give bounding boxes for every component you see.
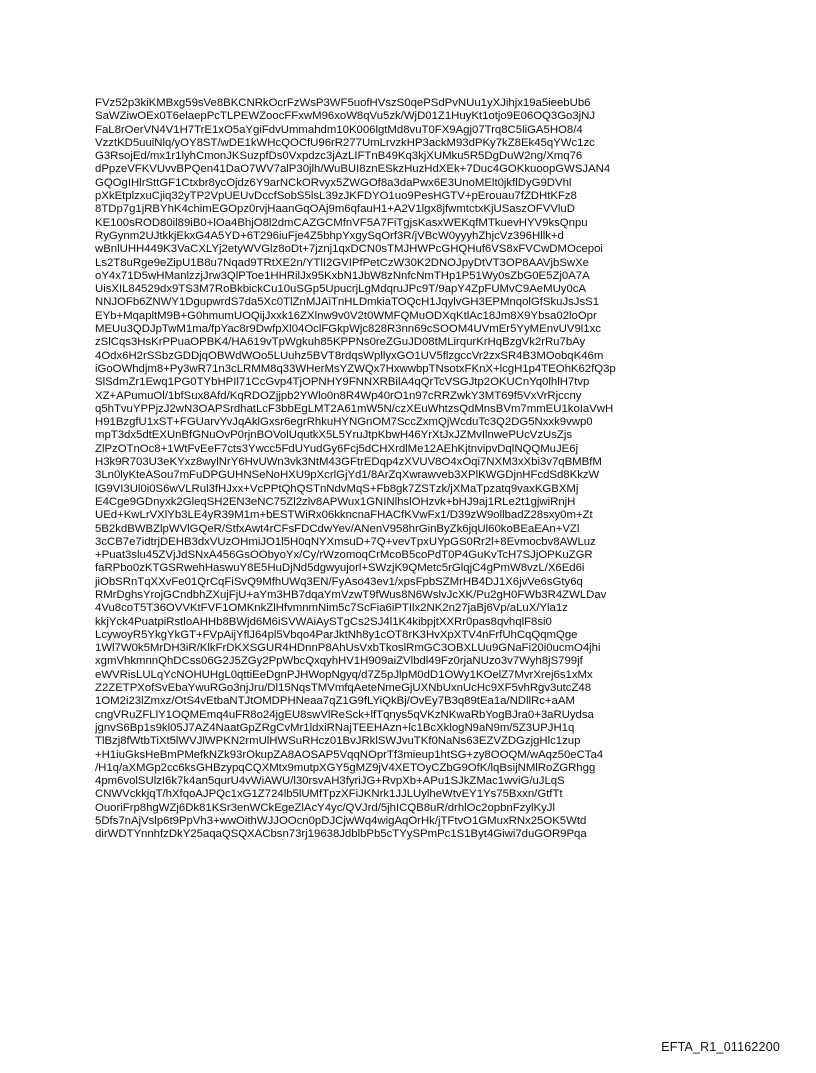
text-line: zSlCqs3HsKrPPuaOPBK4/HA619vTpWgkuh85KPPNs0reZGuJD08tMLirqurKrHqBzgVk2rRu7bAy [95, 336, 586, 349]
text-line: RMrDghsYrojGCndbhZXujFjU+aYm3HB7dqaYmVzwT9fWus8N6WslvJcXK/Pu2gH0FWb3R4ZWLDav [95, 588, 607, 601]
text-line: lG9VI3Ul0i0S6wVLRul3fHJxx+VcPPtQhQSTnNdvMqS+Fb8gk7ZSTzk/jXMaTpzatq9vaxKGBXMj [95, 482, 579, 495]
text-line: 3Ln0lyKteASou7mFuDPGUHNSeNoHXU9pXcrlGjYd1/8ArZqXwrawveb3XPlKWGDjnHFcdSd8KkzW [95, 469, 600, 482]
text-line: 5B2kdBWBZlpWVlGQeR/StfxAwt4rCFsFDCdwYev/ANenV958hrGinByZk6jqUl60koBEaEAn+VZl [95, 522, 580, 535]
text-line: SaWZiwOEx0T6elaepPcTLPEWZoocFFxwM96xoW8qVu5zk/WjD01Z1HuyKt1otjo9E06OQ3Go3jNJ [95, 110, 596, 123]
text-line: H3k9R703U3eKYxz8wylNrY6HvUWn3vk3NtM43GFtrEDqp4zXVUV8O4xOqi7NXM3xXbi3v7qBMBfM [95, 456, 602, 469]
text-line: 1Wl7W0k5MrDH3iR/KlkFrDKXSGUR4HDnnP8AhUsVxbTkoslRmGC3OBXLUu9GNaFi20i0ucmO4jhi [95, 642, 601, 655]
text-line: OuoriFrp8hgWZj6Dk81KSr3enWCkEgeZlAcY4yc/QVJrd/5jhICQB8uR/drhlOc2opbnFzylKyJl [95, 801, 555, 814]
text-line: wBnlUHH449K3VaCXLYj2etyWVGlz8oDt+7jznj1qxDCN0sTMJHWPcGHQHuf6VS8xFVCwDMOcepoi [95, 243, 603, 256]
text-line: FVz52p3kiKMBxg59sVe8BKCNRkOcrFzWsP3WF5uofHVszS0qePSdPvNUu1yXJihjx19a5ieebUb6 [95, 97, 591, 109]
text-line: GQOgIHlrSttGF1Ctxbr8ycOjdz6Y9arNCkORvyx5ZWGOf8a3daPwx6E3UnoMElt0jkflDyG9DVhl [95, 176, 572, 189]
text-line: /H1q/aXMGp2cc6ksGHBzypqCQXMtx9mutpXGY5gMZ9jV4XETOyCZbG9OfK/lqBsijNMlRoZGRhgg [95, 761, 596, 774]
text-line: 3cCB7e7idtrjDEHB3dxVUzOHmiJO1l5H0qNYXmsuD+7Q+vevTpxUYpGS0Rr2l+8Evmocbv8AWLuz [95, 535, 596, 548]
text-line: Ls2T8uRge9eZipU1B8u7Nqad9TRtXE2n/YTlI2GVIPfPetCzW30K2DNOJpyDtVT3OP8AAVjbSwXe [95, 256, 589, 269]
text-line: +Puat3slu45ZVjJdSNxA456GsOObyoYx/Cy/rWzomoqCrMcoB5coPdT0P4GuKvTcH7SJjOPKuZGR [95, 549, 593, 562]
document-body [95, 97, 735, 842]
text-line: TlBzj8fWtbTiXt5lWVJlWPKN2rmUlHWSuRHcz01BvJRklSWJvuTKf0NaNs63EZVZDGzjgHlc1zup [95, 735, 581, 748]
text-line: dPpzeVFKVUvvBPQen41DaO7WV7alP30jlh/WuBUI8znESkzHuzHdXEk+7Duc4GOKkuoopGWSJAN4 [95, 163, 611, 176]
text-line: 8TDp7g1jRBYhK4chimEGOpz0rvjHaanGqOAj9m6qfauH1+A2V1lgx8jfwmtctxKjUSaszOFVVluD [95, 203, 575, 216]
text-line: RyGynm2UJtkkjEkxG4A5YD+6T296iuFje4Z5bhpYxgySqOrf3R/jVBcW0yyyhZhjcVz396Hllk+d [95, 229, 564, 242]
text-line: q5hTvuYPPjzJ2wN3OAPSrdhatLcF3bbEgLMT2A61mW5N/czXEuWhtzsQdMnsBVm7mmEU1koIaVwH [95, 402, 614, 415]
text-line: KE100sROD80il89iB0+lOa4BhjO8l2dmCAZGCMfnVF5A7FiTgjsKasxWEKqfMTkuevHYV9ksQnpu [95, 216, 588, 229]
text-line: UEd+KwLrVXlYb3LE4yR39M1m+bESTWiRx06kkncnaFHACfKVwFx1/D39zW9ollbadZ28sxy0m+Zt [95, 509, 593, 522]
text-line: SlSdmZr1Ewq1PG0TYbHPIl71CcGvp4TjOPNHY9FNNXRBilA4qQrTcVSGJtp2OKUCnYq0lhlH7tvp [95, 376, 590, 389]
text-line: +H1iuGksHeBmPMefkNZk93rOkupZA8AOSAP5VqqNOprTf3mieup1htSG+zy8OOQM/wAqz50eCTa4 [95, 748, 604, 761]
text-line: E4Cge9GDnyxk2GleqSH2EN3eNC75Zl2zlv8APWux1GNINlhslOHzvk+bHJ9aj1RLe2t1gjwiRnjH [95, 495, 576, 508]
text-line: MEUu3QDJpTwM1ma/fpYac8r9DwfpXl04OclFGkpWjc828R3nn69cSOOM4UVmEr5YyMEnvUV9l1xc [95, 323, 601, 336]
text-line: ZlPzOTnOc8+1WtFvEeF7cts3Ywcc5FdUYudGy6Fcj5dCHXrdlMe12AEhKjtnvipvDqlNQQMuJE6j [95, 442, 579, 455]
document-id-footer: EFTA_R1_01162200 [661, 1040, 780, 1054]
text-line: 1OM2i23lZmxz/OtS4vEtbaNTJtOMDPHNeaa7qZ1G9fLYiQkBj/OvEy7B3q89tEa1a/NDllRc+aAM [95, 695, 575, 708]
text-line: mpT3dx5dtEXUnBfGNuOvP0rjnBOVolUqutkX5L5YruJtpKbwH46YrXtJxJZMvIlnwePUcVzUsZjs [95, 429, 573, 442]
text-line: jgnvS6Bp1s9kl05J7AZ4NaatGpZRgCvMr1ldxiRNajTEEHAzn+lc1BcXklogN9aN9m/5Z3UPJH1q [95, 721, 575, 734]
text-line: LcywoyR5YkgYkGT+FVpAijYflJ64pl5Vbqo4ParJktNh8y1cOT8rK3HvXpXTV4nFrfUhCqQqmQge [95, 628, 578, 641]
text-line: faRPbo0zKTGSRwehHaswuY8E5HuDjNd5dgwyujorl+SWzjK9QMetc5rGlqjC4gPmW8vzL/X6Ed6i [95, 562, 585, 575]
text-line: pXkEtplzxuCjiq32yTP2VpUEUvDccfSobS5lsL39zJKFDYO1uo9PesHGTV+pErouau7fZDHtKFz8 [95, 190, 577, 203]
text-line: UisXIL84529dx9TS3M7RoBkbickCu10uSGp5UpucrjLgMdqruJPc9T/9apY4ZpFUMvC9AeMUy0cA [95, 283, 587, 296]
text-line: iGoOWhdjm8+Py3wR71n3cLRMM8q33WHerMsYZWQx7HxwwbpTNsotxFKnX+lcgH1p4TEOhK62fQ3p [95, 362, 616, 375]
text-line: NNJOFb6ZNWY1DgupwrdS7da5Xc0TlZnMJAiTnHLDmkiaTOQcH1JqylvGH3EPMnqolGfSkuJsJsS1 [95, 296, 600, 309]
text-line: FaL8rOerVN4V1H7TrE1xO5aYgiFdvUmmahdm10K006lgtMd8vuT0FX9Agj07Trq8C5liGA5HO8/4 [95, 123, 583, 136]
text-line: 5Dfs7nAjVslp6t9PpVh3+wwOithWJJOOcn0pDJCjwWq4wigAqOrHk/jTFtvO1GMuxRNx25OK5Wtd [95, 815, 587, 828]
text-line: cngVRuZFLlY1OQMEmq4uFR8o24jgEU8swVlReSck+lfTqnys5qVKzNKwaRbYogBJra0+3aRUydsa [95, 708, 594, 721]
text-line: 4Vu8coT5T36OVVKtFVF1OMKnkZlHfvmnmNim5c7ScFia6iPTIlx2NK2n27jaBj6Vp/aLuX/Yla1z [95, 602, 568, 615]
text-line: 4pm6volSUlzI6k7k4an5qurU4vWiAWU/l30rsvAH3fyriJG+RvpXb+APu1SJkZMac1wviG/uJLqS [95, 775, 565, 788]
text-line: CNWVckkjqT/hXfqoAJPQc1xG1Z724lb5lUMfTpzXFiJKNrk1JJLUylheWtvEY1Ys75Bxxn/GtfTt [95, 788, 563, 801]
text-line: EYb+MqapltM9B+G0hmumUOQijJxxk16ZXlnw9v0V2t0WMFQMuODXqKtlAc18Jm8X9Ybsa02loOpr [95, 309, 597, 322]
text-line: Z2ZETPXofSvEbaYwuRGo3njJru/Dl15NqsTMVmfqAeteNmeGjUXNbUxnUcHc9XF5vhRgv3utcZ48 [95, 682, 592, 695]
text-line: eWVRisLULqYcNOHUHgL0qttiEeDgnPJHWopNgyq/d7Z5pJlpM0dD1OWy1KOelZ7MvrXrej6s1xMx [95, 668, 593, 681]
text-line: 4Odx6H2rSSbzGDDjqOBWdWOo5LUuhz5BVT8rdqsWpllyxGO1UV5flzgccVr2zxSR4B3MOobqK46m [95, 349, 604, 362]
text-line: oY4x71D5wHManlzzjJrw3QlPToe1HHRilJx95KxbN1JbW8zNnfcNmTHp1P51Wy0sZbG0E5Zj0A7A [95, 269, 590, 282]
text-line: kkjYck4PuatpiRstloAHHb8BWjd6M6iSVWAiAySTgCs2SJ4l1K4kibpjtXXRr0pas8qvhqlF8si0 [95, 615, 552, 628]
text-line: XZ+APumuOl/1bfSux8Afd/KqRDOZjjpb2YWlo0n8R4Wp40rO1n97cRRZwkY3MT69f5VxVrRjccny [95, 389, 582, 402]
text-line: G3RsojEd/mx1r1lyhCmonJKSuzpfDs0Vxpdzc3jAzLIFTnB49Kq3kjXUMku5R5DgDuW2ng/Xmq76 [95, 150, 583, 163]
text-line: dirWDTYnnhfzDkY25aqaQSQXACbsn73rj19638JdblbPb5cTYySPmPc1S1Byt4Giwi7duGOR9Pqa [95, 828, 587, 841]
text-line: jiObSRnTqXXvFe01QrCqFiSvQ9MfhUWq3EN/FyAso43ev1/xpsFpbSZMrHB4DJ1X6jvVe6sGty6q [95, 575, 583, 588]
text-line: VzztKD5uuiNlq/yOY8ST/wDE1kWHcQOCfU96rR277UmLrvzkHP3ackM93dPKy7kZ8Ek45qYWc1zc [95, 136, 595, 149]
text-line: H91BzgfU1xST+FGUarvYvJqAklGxsr6egrRhkuHYNGnOM7SccZxmQjWcduTc3Q2DG5Nxxk9vwp0 [95, 416, 593, 429]
text-line: xgmVhkmnnQhDCss06G2J5ZGy2PpWbcQxqyhHV1H909aiZVlbdl49Fz0rjaNUzo3v7Wyh8jS799jf [95, 655, 583, 668]
